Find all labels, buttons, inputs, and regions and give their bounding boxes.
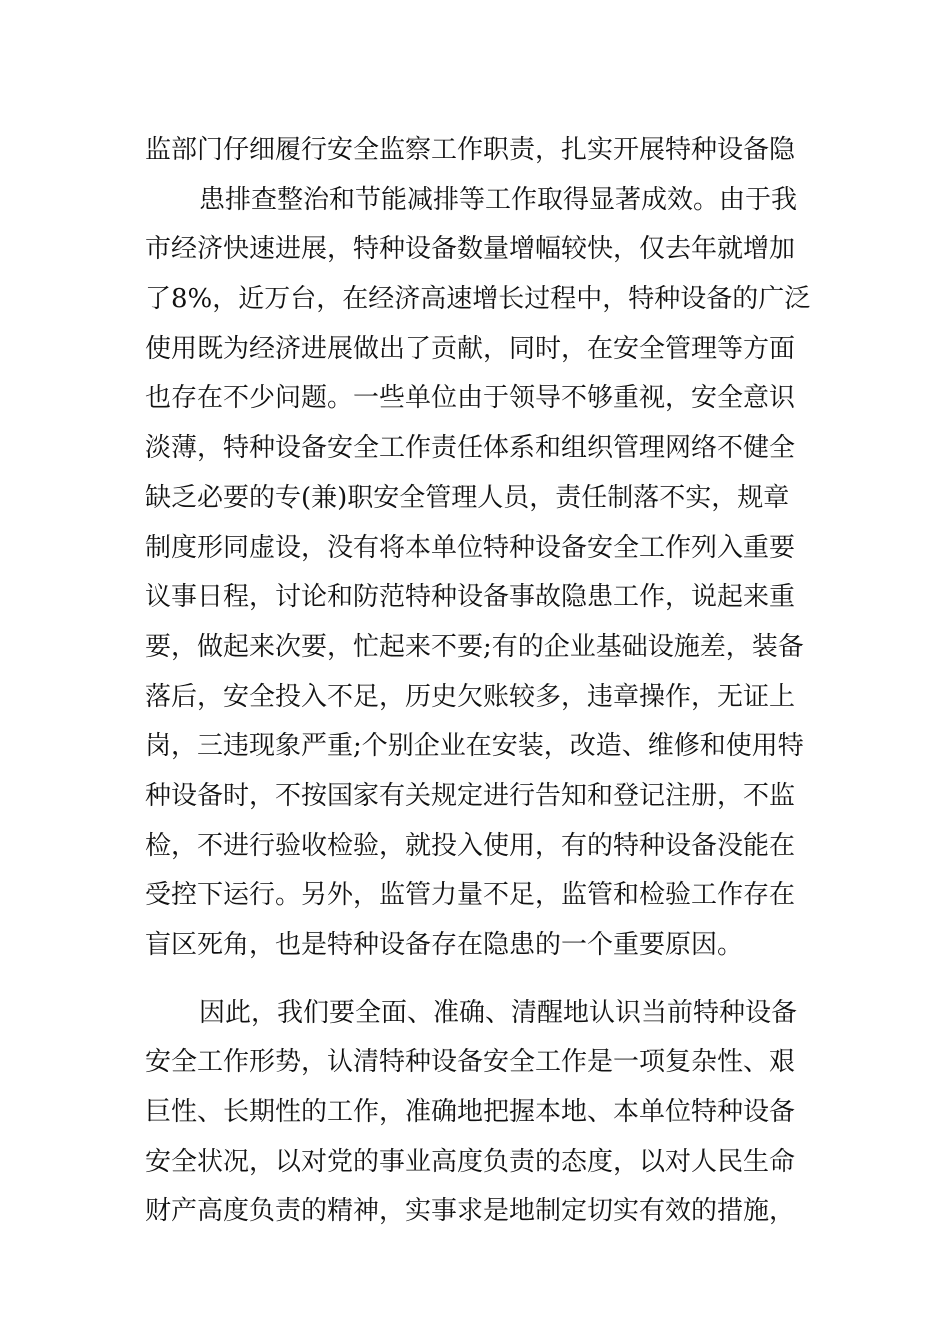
text-line: 患排查整治和节能减排等工作取得显著成效。由于我 [199,184,798,215]
text-line: 了8%，近万台，在经济高速增长过程中，特种设备的广泛 [145,284,810,315]
document-body [145,126,810,1237]
text-line: 盲区死角，也是特种设备存在隐患的一个重要原因。 [145,930,744,960]
text-line: 财产高度负责的精神，实事求是地制定切实有效的措施， [145,1196,796,1227]
text-line: 使用既为经济进展做出了贡献，同时，在安全管理等方面 [145,333,796,364]
text-line: 因此，我们要全面、准确、清醒地认识当前特种设备 [199,997,798,1028]
paragraph-gap [145,971,810,989]
text-line: 缺乏必要的专(兼)职安全管理人员，责任制落不实，规章 [145,482,790,513]
text-line: 也存在不少问题。一些单位由于领导不够重视，安全意识 [145,383,796,414]
text-line: 安全状况，以对党的事业高度负责的态度，以对人民生命 [145,1146,796,1177]
text-line: 巨性、长期性的工作，准确地把握本地、本单位特种设备 [145,1097,796,1128]
text-line: 要，做起来次要，忙起来不要;有的企业基础设施差，装备 [145,631,804,662]
text-line: 市经济快速进展，特种设备数量增幅较快，仅去年就增加 [145,234,796,265]
text-line: 检，不进行验收检验，就投入使用，有的特种设备没能在 [145,830,796,861]
text-line: 种设备时，不按国家有关规定进行告知和登记注册，不监 [145,780,796,811]
text-line: 岗，三违现象严重;个别企业在安装，改造、维修和使用特 [145,731,804,762]
text-line: 议事日程，讨论和防范特种设备事故隐患工作，说起来重 [145,582,796,613]
text-line: 制度形同虚设，没有将本单位特种设备安全工作列入重要 [145,532,796,563]
text-line: 受控下运行。另外，监管力量不足，监管和检验工作存在 [145,880,796,911]
text-line: 落后，安全投入不足，历史欠账较多，违章操作，无证上 [145,681,796,712]
text-line: 淡薄，特种设备安全工作责任体系和组织管理网络不健全 [145,433,796,464]
text-line: 监部门仔细履行安全监察工作职责，扎实开展特种设备隐 [145,135,796,165]
text-line: 安全工作形势，认清特种设备安全工作是一项复杂性、艰 [145,1047,796,1078]
